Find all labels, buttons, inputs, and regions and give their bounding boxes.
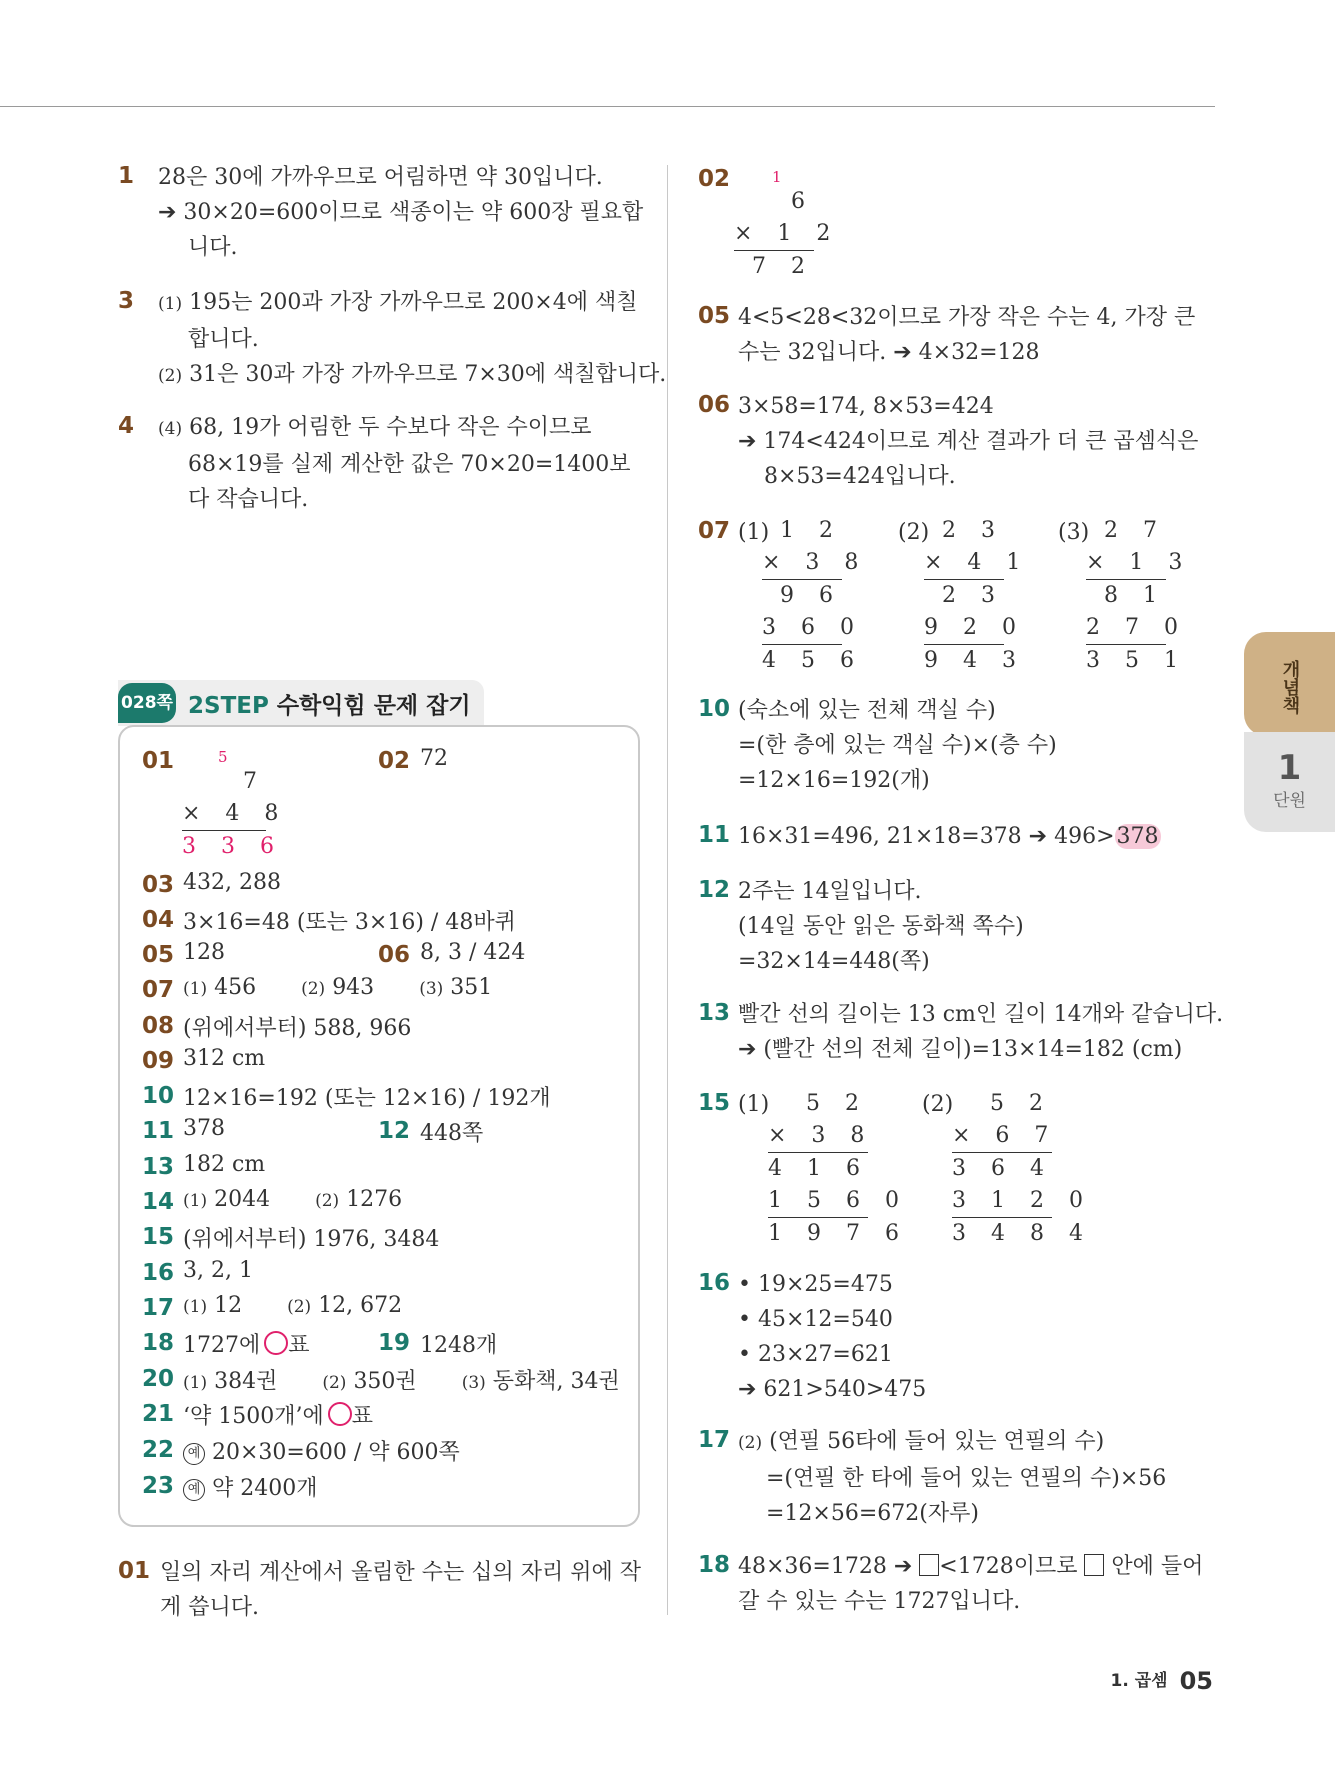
circle-mark-icon [264, 1331, 288, 1355]
a14-text: (1) 2044 (2) 1276 [183, 1187, 403, 1212]
step-title: 2STEP 수학익힘 문제 잡기 [188, 693, 471, 719]
r15-c1-label: (1) [738, 1092, 770, 1117]
q01-number: 01 [118, 1558, 151, 1584]
q1-answer: 28은 30에 가까우므로 어림하면 약 30입니다. ➔ 30×20=600이므로 색종이는 약 600장 필요합 니다. [158, 165, 644, 260]
a10-text: 12×16=192 (또는 12×16) / 192개 [183, 1086, 551, 1111]
q3-answer: (1) 195는 200과 가장 가까우므로 200×4에 색칠 합니다. (2) 31은 30과 가장 가까우므로 7×30에 색칠합니다. [158, 290, 667, 387]
a07-text: (1) 456 (2) 943 (3) 351 [183, 975, 493, 1000]
a13-number: 13 [142, 1154, 175, 1180]
r07-number: 07 [698, 518, 731, 544]
r07-c2-calc: 2 3 × 4 1 2 3 9 2 0 9 4 3 [924, 518, 1030, 673]
a09-text: 312 cm [183, 1046, 266, 1071]
a17-text: (1) 12 (2) 12, 672 [183, 1293, 403, 1318]
r12-number: 12 [698, 877, 731, 903]
r06-answer: 3×58=174, 8×53=424 ➔ 174<424이므로 계산 결과가 더 큰 곱셈식은 8×53=424입니다. [738, 394, 1199, 489]
a03-text: 432, 288 [183, 870, 281, 895]
r15-c2-calc: 5 2 × 6 7 3 6 4 3 1 2 0 3 4 8 4 [952, 1091, 1092, 1246]
r17-number: 17 [698, 1427, 731, 1453]
a04-number: 04 [142, 907, 175, 933]
a04-text: 3×16=48 (또는 3×16) / 48바퀴 [183, 910, 516, 935]
a14-number: 14 [142, 1189, 175, 1215]
q01-answer: 일의 자리 계산에서 올림한 수는 십의 자리 위에 작 게 씁니다. [160, 1560, 641, 1620]
a12-number: 12 [378, 1118, 411, 1144]
a01-vertical-calc: 7 × 4 8 3 3 6 [182, 769, 288, 859]
r06-number: 06 [698, 392, 731, 418]
a09-number: 09 [142, 1048, 175, 1074]
a21-number: 21 [142, 1401, 175, 1427]
a15-number: 15 [142, 1224, 175, 1250]
a01-number: 01 [142, 748, 175, 774]
a17-number: 17 [142, 1295, 175, 1321]
a08-text: (위에서부터) 588, 966 [183, 1016, 412, 1041]
r13-answer: 빨간 선의 길이는 13 cm인 길이 14개와 같습니다. ➔ (빨간 선의 전체 길이)=13×14=182 (cm) [738, 1002, 1224, 1062]
a06-text: 8, 3 / 424 [420, 940, 526, 965]
a06-number: 06 [378, 942, 411, 968]
a19-text: 1248개 [420, 1333, 498, 1358]
a11-text: 378 [183, 1116, 225, 1141]
a22-text: 예 20×30=600 / 약 600쪽 [183, 1435, 460, 1466]
example-badge: 예 [183, 1443, 205, 1465]
page-number: 05 [1179, 1667, 1213, 1695]
r07-c3-calc: 2 7 × 1 3 8 1 2 7 0 3 5 1 [1086, 518, 1192, 673]
example-badge: 예 [183, 1479, 205, 1501]
a18-text: 1727에 표 [183, 1333, 310, 1358]
a03-number: 03 [142, 872, 175, 898]
q4-answer: (4) 68, 19가 어림한 두 수보다 작은 수이므로 68×19를 실제 계산한 값은 70×20=1400보 다 작습니다. [158, 415, 631, 512]
a02-text: 72 [420, 746, 448, 771]
a16-text: 3, 2, 1 [183, 1258, 253, 1283]
r11-answer: 16×31=496, 21×18=378 ➔ 496>378 [738, 824, 1159, 849]
r07-c2-label: (2) [898, 520, 930, 545]
a21-text: ‘약 1500개’에 표 [183, 1404, 373, 1429]
a02-number: 02 [378, 748, 411, 774]
a16-number: 16 [142, 1260, 175, 1286]
a20-number: 20 [142, 1366, 175, 1392]
r07-c1-calc: 1 2 × 3 8 9 6 3 6 0 4 5 6 [762, 518, 868, 673]
r07-c3-label: (3) [1058, 520, 1090, 545]
a07-number: 07 [142, 977, 175, 1003]
page-tag: 028쪽 [118, 683, 176, 723]
r05-answer: 4<5<28<32이므로 가장 작은 수는 4, 가장 큰 수는 32입니다. ➔ 4×32=128 [738, 305, 1196, 365]
r18-answer: 48×36=1728 ➔ <1728이므로 안에 들어 갈 수 있는 수는 1727입니다. [738, 1554, 1204, 1614]
q1-number: 1 [118, 163, 135, 189]
a05-text: 128 [183, 940, 225, 965]
r16-answer: • 19×25=475 • 45×12=540 • 23×27=621 ➔ 621>540>475 [738, 1272, 927, 1402]
a11-number: 11 [142, 1118, 175, 1144]
a18-number: 18 [142, 1330, 175, 1356]
r15-number: 15 [698, 1090, 731, 1116]
r02-carry: 1 [772, 168, 782, 186]
r02-vertical-calc: 6 × 1 2 7 2 [734, 189, 840, 279]
r07-c1-label: (1) [738, 520, 770, 545]
r10-number: 10 [698, 696, 731, 722]
a22-number: 22 [142, 1437, 175, 1463]
unit-tab[interactable]: 1 단원 [1244, 732, 1335, 832]
a01-carry: 5 [218, 748, 228, 766]
r12-answer: 2주는 14일입니다. (14일 동안 읽은 동화책 쪽수) =32×14=448(쪽) [738, 879, 1024, 974]
r16-number: 16 [698, 1270, 731, 1296]
column-divider [667, 165, 668, 1615]
a23-number: 23 [142, 1473, 175, 1499]
a23-text: 예 약 2400개 [183, 1471, 318, 1502]
a12-text: 448쪽 [420, 1121, 484, 1146]
blank-box-icon [1084, 1554, 1104, 1576]
page-footer: 1. 곱셈 05 [1110, 1667, 1213, 1695]
r10-answer: (숙소에 있는 전체 객실 수) =(한 층에 있는 객실 수)×(층 수) =12×16=192(개) [738, 698, 1057, 793]
r18-number: 18 [698, 1552, 731, 1578]
a08-number: 08 [142, 1013, 175, 1039]
a15-text: (위에서부터) 1976, 3484 [183, 1227, 440, 1252]
r17-answer: (2) (연필 56타에 들어 있는 연필의 수) =(연필 한 타에 들어 있는 연필의 수)×56 =12×56=672(자루) [738, 1429, 1167, 1526]
q4-number: 4 [118, 413, 135, 439]
r15-c2-label: (2) [922, 1092, 954, 1117]
r05-number: 05 [698, 303, 731, 329]
q3-number: 3 [118, 288, 135, 314]
concept-book-tab[interactable]: 개념책 [1244, 632, 1335, 736]
r02-number: 02 [698, 166, 731, 192]
a10-number: 10 [142, 1083, 175, 1109]
blank-box-icon [919, 1554, 939, 1576]
header-rule [0, 106, 1215, 107]
r15-c1-calc: 5 2 × 3 8 4 1 6 1 5 6 0 1 9 7 6 [768, 1091, 908, 1246]
a05-number: 05 [142, 942, 175, 968]
a13-text: 182 cm [183, 1152, 266, 1177]
r13-number: 13 [698, 1000, 731, 1026]
a19-number: 19 [378, 1330, 411, 1356]
a20-text: (1) 384권 (2) 350권 (3) 동화책, 34권 [183, 1369, 620, 1394]
r11-number: 11 [698, 822, 731, 848]
circle-mark-icon [328, 1402, 352, 1426]
